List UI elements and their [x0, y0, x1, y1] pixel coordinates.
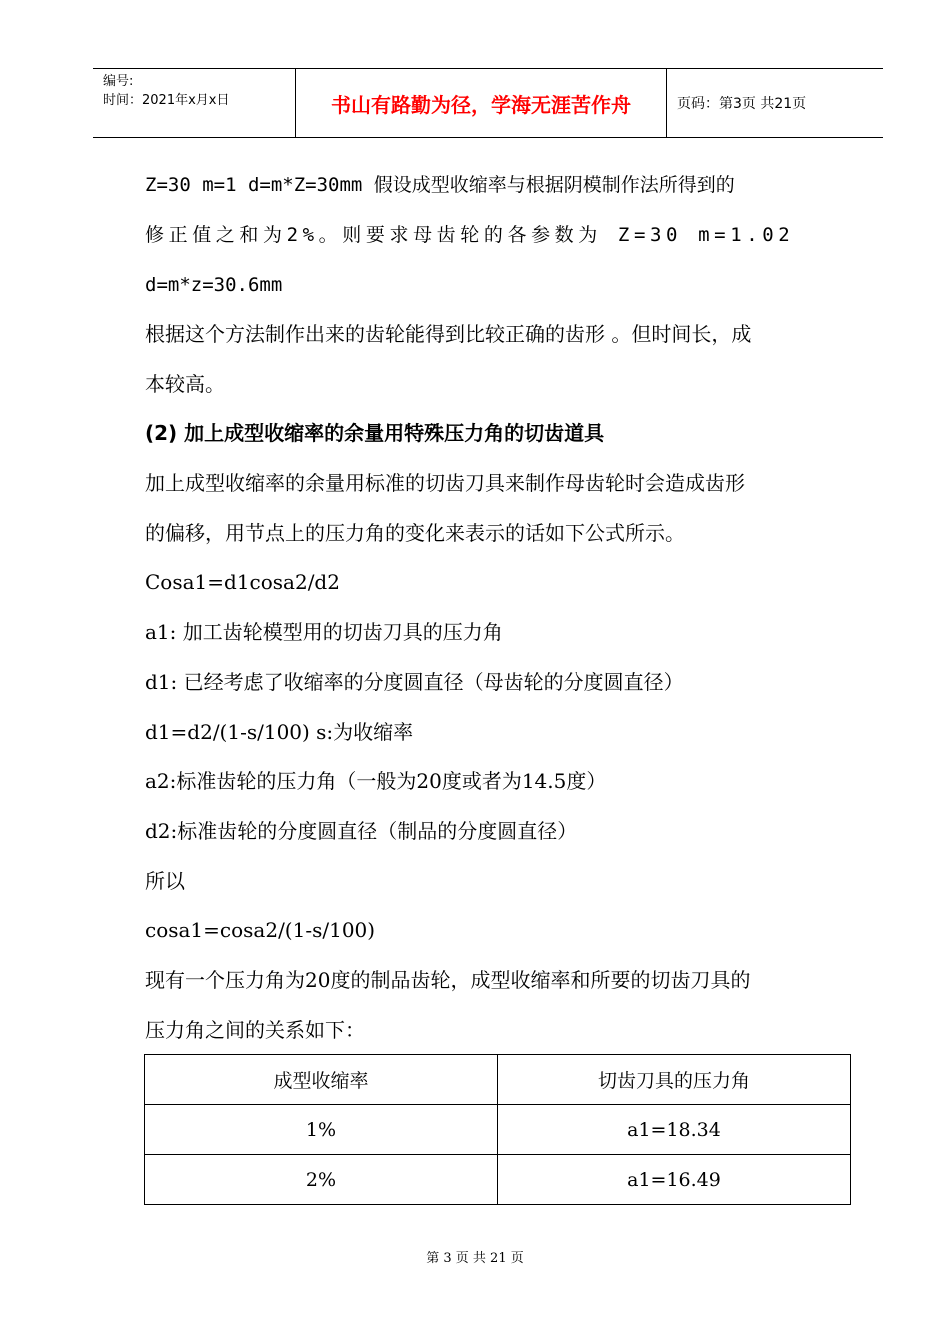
- paragraph-line: 修正值之和为2%。则要求母齿轮的各参数为 Z=30 m=1.02: [145, 224, 795, 246]
- table-cell: 1%: [145, 1105, 498, 1155]
- formula: cosa1=cosa2/(1-s/100): [145, 918, 376, 942]
- paragraph-line: 本较高。: [145, 372, 225, 396]
- definition-d1-equation: d1=d2/(1-s/100) s:为收缩率: [145, 720, 414, 744]
- header-meta: [93, 69, 295, 137]
- paragraph-line: d=m*z=30.6mm: [145, 274, 283, 296]
- paragraph-line: 所以: [145, 869, 185, 893]
- table-row: [145, 1105, 851, 1155]
- document-number-label: 编号:: [103, 74, 134, 89]
- page-header: [93, 68, 883, 138]
- definition-a1: a1: 加工齿轮模型用的切齿刀具的压力角: [145, 620, 503, 644]
- paragraph-line: 现有一个压力角为20度的制品齿轮，成型收缩率和所要的切齿刀具的: [145, 968, 751, 992]
- table-cell: a1=16.49: [498, 1155, 851, 1205]
- table-header-cell: 成型收缩率: [145, 1055, 498, 1105]
- table-header-row: [145, 1055, 851, 1105]
- paragraph-line: Z=30 m=1 d=m*Z=30mm 假设成型收缩率与根据阴模制作法所得到的: [145, 174, 735, 196]
- paragraph-line: 根据这个方法制作出来的齿轮能得到比较正确的齿形 。但时间长，成: [145, 322, 752, 346]
- header-page-info: 页码：第3页 共21页: [677, 96, 807, 112]
- header-slogan: 书山有路勤为径，学海无涯苦作舟: [295, 69, 667, 137]
- definition-d2: d2:标准齿轮的分度圆直径（制品的分度圆直径）: [145, 819, 578, 843]
- table-header-cell: 切齿刀具的压力角: [498, 1055, 851, 1105]
- page-footer: 第 3 页 共 21 页: [426, 1251, 524, 1266]
- paragraph-line: 的偏移，用节点上的压力角的变化来表示的话如下公式所示。: [145, 521, 685, 545]
- table-row: [145, 1155, 851, 1205]
- document-time: 时间：2021年x月x日: [103, 93, 230, 108]
- paragraph-line: 加上成型收缩率的余量用标准的切齿刀具来制作母齿轮时会造成齿形: [145, 471, 745, 495]
- table-cell: a1=18.34: [498, 1105, 851, 1155]
- shrinkage-angle-table: [144, 1054, 851, 1205]
- table-cell: 2%: [145, 1155, 498, 1205]
- paragraph-line: 压力角之间的关系如下：: [145, 1018, 365, 1042]
- formula: Cosa1=d1cosa2/d2: [145, 570, 340, 594]
- definition-a2: a2:标准齿轮的压力角（一般为20度或者为14.5度）: [145, 769, 607, 793]
- definition-d1: d1: 已经考虑了收缩率的分度圆直径（母齿轮的分度圆直径）: [145, 670, 684, 694]
- section-heading: (2) 加上成型收缩率的余量用特殊压力角的切齿道具: [145, 421, 605, 445]
